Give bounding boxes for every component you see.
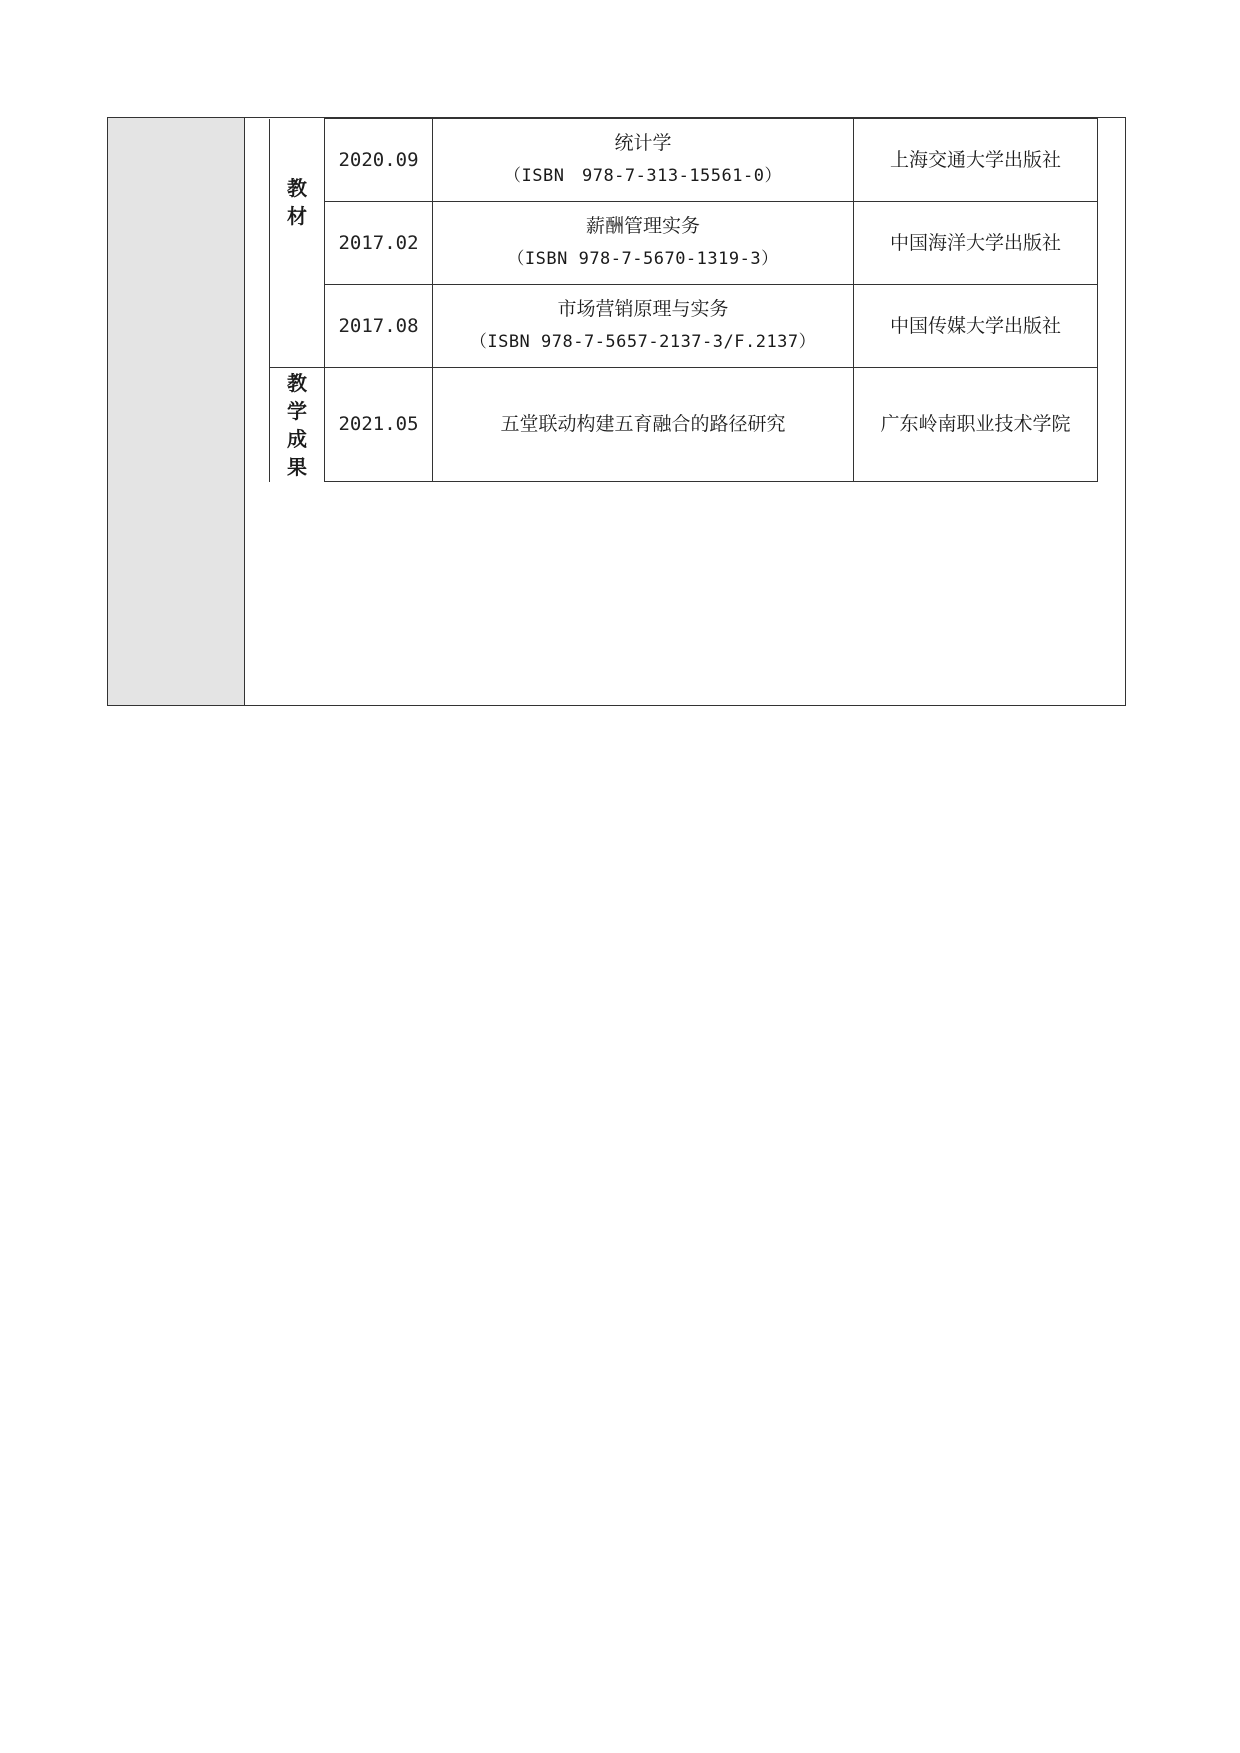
table-row bbox=[270, 119, 1098, 202]
record-panel bbox=[107, 117, 1126, 706]
table-row bbox=[270, 285, 1098, 368]
table-row bbox=[270, 368, 1098, 482]
record-publisher: 中国海洋大学出版社 bbox=[854, 202, 1098, 285]
record-title-cell bbox=[433, 202, 854, 285]
category-materials: 教 材 bbox=[270, 119, 325, 368]
record-publisher: 上海交通大学出版社 bbox=[854, 119, 1098, 202]
record-title: 五堂联动构建五育融合的路径研究 bbox=[500, 413, 786, 435]
record-date: 2017.08 bbox=[325, 285, 433, 368]
record-publisher: 广东岭南职业技术学院 bbox=[854, 368, 1098, 482]
records-table bbox=[269, 118, 1098, 482]
record-title: 统计学 bbox=[614, 132, 672, 154]
record-title: 市场营销原理与实务 bbox=[557, 298, 729, 320]
record-isbn: （ISBN 978-7-5670-1319-3） bbox=[507, 249, 779, 269]
record-date: 2020.09 bbox=[325, 119, 433, 202]
record-publisher: 中国传媒大学出版社 bbox=[854, 285, 1098, 368]
record-title-cell bbox=[433, 285, 854, 368]
table-row bbox=[270, 202, 1098, 285]
category-teaching-achievements: 教 学 成 果 bbox=[270, 368, 325, 482]
record-title-cell bbox=[433, 119, 854, 202]
record-isbn: （ISBN 978-7-313-15561-0） bbox=[504, 166, 782, 186]
record-date: 2021.05 bbox=[325, 368, 433, 482]
record-date: 2017.02 bbox=[325, 202, 433, 285]
record-title-cell bbox=[433, 368, 854, 482]
record-isbn: （ISBN 978-7-5657-2137-3/F.2137） bbox=[469, 332, 817, 352]
section-content bbox=[245, 118, 1125, 705]
section-label-column bbox=[108, 118, 245, 705]
record-title: 薪酬管理实务 bbox=[585, 215, 700, 237]
